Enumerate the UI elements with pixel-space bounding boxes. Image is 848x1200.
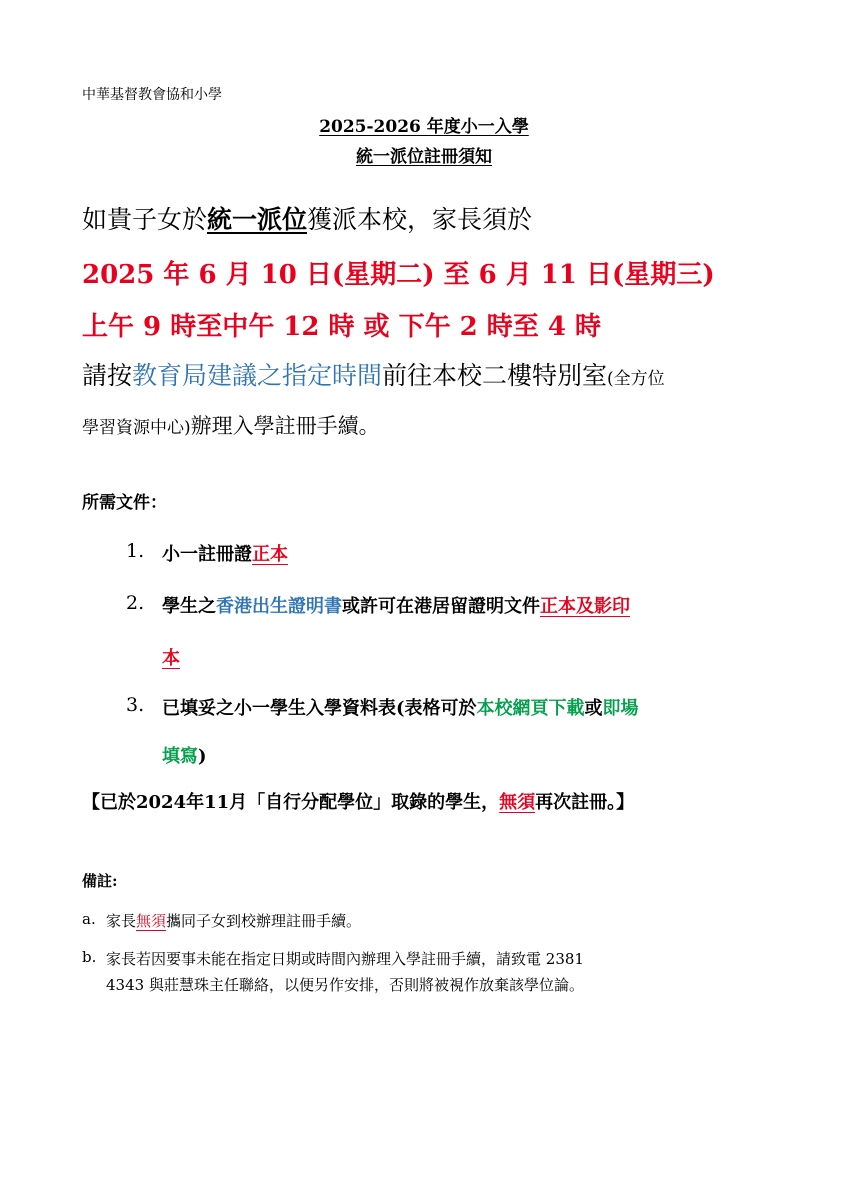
item-highlight-blue: 香港出生證明書 bbox=[216, 596, 342, 617]
item-text-c: 或許可在港居留證明文件 bbox=[342, 596, 540, 617]
remark-text-a: 家長 bbox=[106, 912, 137, 930]
notice-text-end: 再次註冊。】 bbox=[535, 792, 635, 813]
item-text-f: ) bbox=[198, 746, 207, 767]
registration-date: 2025 年 6 月 10 日(星期二) 至 6 月 11 日(星期三) bbox=[82, 260, 715, 290]
notice-line bbox=[82, 788, 634, 814]
document-item-3-cont bbox=[162, 742, 207, 768]
instruction-venue-detail-2: 學習資源中心) bbox=[82, 418, 191, 438]
item-highlight-cont: 本 bbox=[162, 648, 180, 669]
remark-text-line-1: 家長若因要事未能在指定日期或時間內辦理入學註冊手續，請致電 2381 bbox=[106, 950, 584, 968]
item-text-c: 或 bbox=[584, 698, 603, 719]
instruction-text: 請按 bbox=[82, 361, 133, 390]
remark-text-line-2: 4343 與莊慧珠主任聯絡，以便另作安排，否則將被視作放棄該學位論。 bbox=[106, 976, 584, 994]
intro-highlight: 統一派位 bbox=[207, 205, 308, 234]
page-subtitle: 統一派位註冊須知 bbox=[356, 147, 492, 167]
instruction-line-2 bbox=[82, 410, 380, 440]
documents-title: 所需文件： bbox=[82, 493, 167, 513]
remark-marker: a. bbox=[82, 910, 96, 928]
instruction-text-end: 辦理入學註冊手續。 bbox=[190, 414, 380, 438]
instruction-venue-detail: (全方位 bbox=[607, 369, 665, 389]
remark-text-c: 攜同子女到校辦理註冊手續。 bbox=[166, 912, 362, 930]
item-highlight: 正本及影印 bbox=[540, 596, 630, 617]
instruction-highlight: 教育局建議之指定時間 bbox=[132, 361, 383, 390]
item-highlight: 正本 bbox=[252, 544, 288, 565]
instruction-line bbox=[82, 356, 665, 392]
remark-highlight: 無須 bbox=[136, 912, 167, 930]
registration-time: 上午 9 時至中午 12 時 或 下午 2 時至 4 時 bbox=[82, 312, 601, 342]
notice-text: 【已於2024年11月「自行分配學位」取錄的學生， bbox=[82, 792, 500, 813]
document-item-2-cont bbox=[162, 644, 180, 670]
item-text bbox=[162, 694, 639, 720]
item-number: 2. bbox=[126, 592, 145, 614]
instruction-venue: 前往本校二樓特別室 bbox=[382, 361, 608, 390]
item-text-a: 已填妥之小一學生入學資料表(表格可於 bbox=[162, 698, 477, 719]
notice-highlight: 無須 bbox=[499, 792, 536, 813]
item-text bbox=[162, 540, 288, 566]
item-highlight-green-3: 填寫 bbox=[162, 746, 198, 767]
school-name: 中華基督教會協和小學 bbox=[82, 87, 222, 103]
item-text-a: 學生之 bbox=[162, 596, 216, 617]
intro-line bbox=[82, 200, 532, 236]
page-title: 2025-2026 年度小一入學 bbox=[319, 117, 529, 137]
item-number: 1. bbox=[126, 540, 145, 562]
item-text bbox=[162, 592, 630, 618]
item-text-a: 小一註冊證 bbox=[162, 544, 252, 565]
intro-text-end: 獲派本校，家長須於 bbox=[307, 205, 533, 234]
remark-marker: b. bbox=[82, 948, 97, 966]
intro-text: 如貴子女於 bbox=[82, 205, 208, 234]
item-highlight-green: 本校網頁下載 bbox=[476, 698, 585, 719]
item-highlight-green-2: 即場 bbox=[602, 698, 639, 719]
remarks-title: 備註: bbox=[82, 872, 118, 890]
item-number: 3. bbox=[126, 694, 145, 716]
remark-text bbox=[106, 910, 361, 931]
